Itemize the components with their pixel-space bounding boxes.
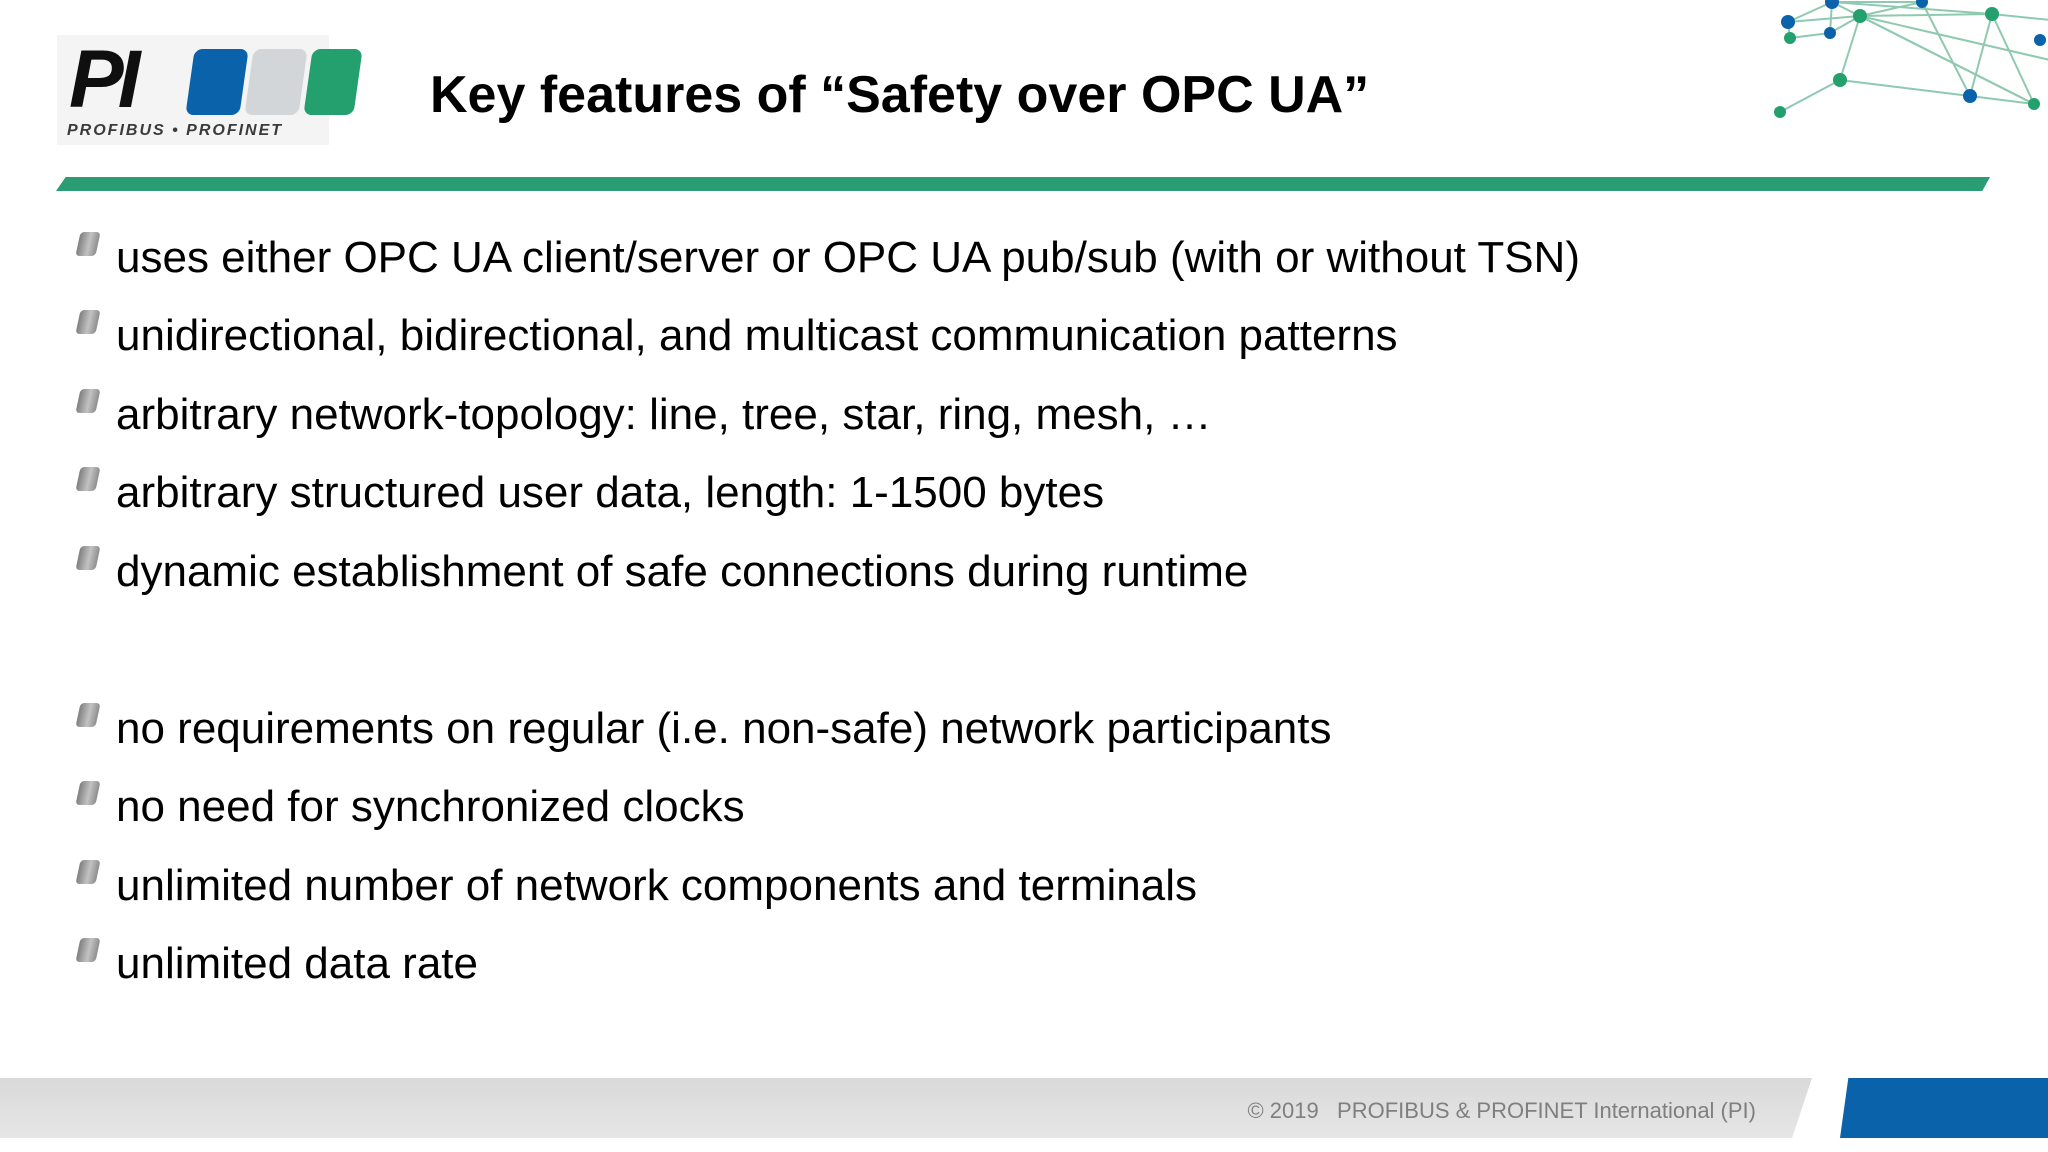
list-item	[78, 938, 1978, 1008]
list-item	[78, 467, 1978, 537]
list-item	[78, 703, 1978, 773]
list-item-text: no need for synchronized clocks	[116, 782, 745, 831]
bullet-icon	[75, 938, 100, 962]
list-item-text: unidirectional, bidirectional, and multicast communication patterns	[116, 311, 1398, 360]
bullet-icon	[75, 389, 100, 413]
pi-logo-subtitle: PROFIBUS • PROFINET	[67, 122, 284, 139]
bullet-icon	[75, 467, 100, 491]
bullet-icon	[75, 860, 100, 884]
list-item-text: arbitrary structured user data, length: 1-1500 bytes	[116, 468, 1105, 517]
slide-title: Key features of “Safety over OPC UA”	[430, 66, 1370, 124]
pi-logo-letters: PI	[69, 34, 135, 125]
list-item	[78, 860, 1978, 930]
bullet-icon	[75, 546, 100, 570]
bullet-icon	[75, 310, 100, 334]
list-item-text: uses either OPC UA client/server or OPC UA pub/sub (with or without TSN)	[116, 233, 1580, 282]
footer-copyright: © 2019 PROFIBUS & PROFINET International (PI)	[1247, 1098, 1756, 1123]
list-item-text: dynamic establishment of safe connections during runtime	[116, 547, 1249, 596]
list-item	[78, 310, 1978, 380]
list-item	[78, 232, 1978, 302]
bullet-icon	[75, 781, 100, 805]
list-item-text: arbitrary network-topology: line, tree, star, ring, mesh, …	[116, 390, 1212, 439]
bullet-icon	[75, 703, 100, 727]
list-item-text: unlimited number of network components and terminals	[116, 861, 1197, 910]
list-item-text: unlimited data rate	[116, 939, 478, 988]
list-item-text: no requirements on regular (i.e. non-safe) network participants	[116, 704, 1332, 753]
list-item	[78, 389, 1978, 459]
bullet-icon	[75, 232, 100, 256]
list-item	[78, 781, 1978, 851]
list-item	[78, 546, 1978, 616]
footer-accent	[1840, 1078, 2048, 1138]
